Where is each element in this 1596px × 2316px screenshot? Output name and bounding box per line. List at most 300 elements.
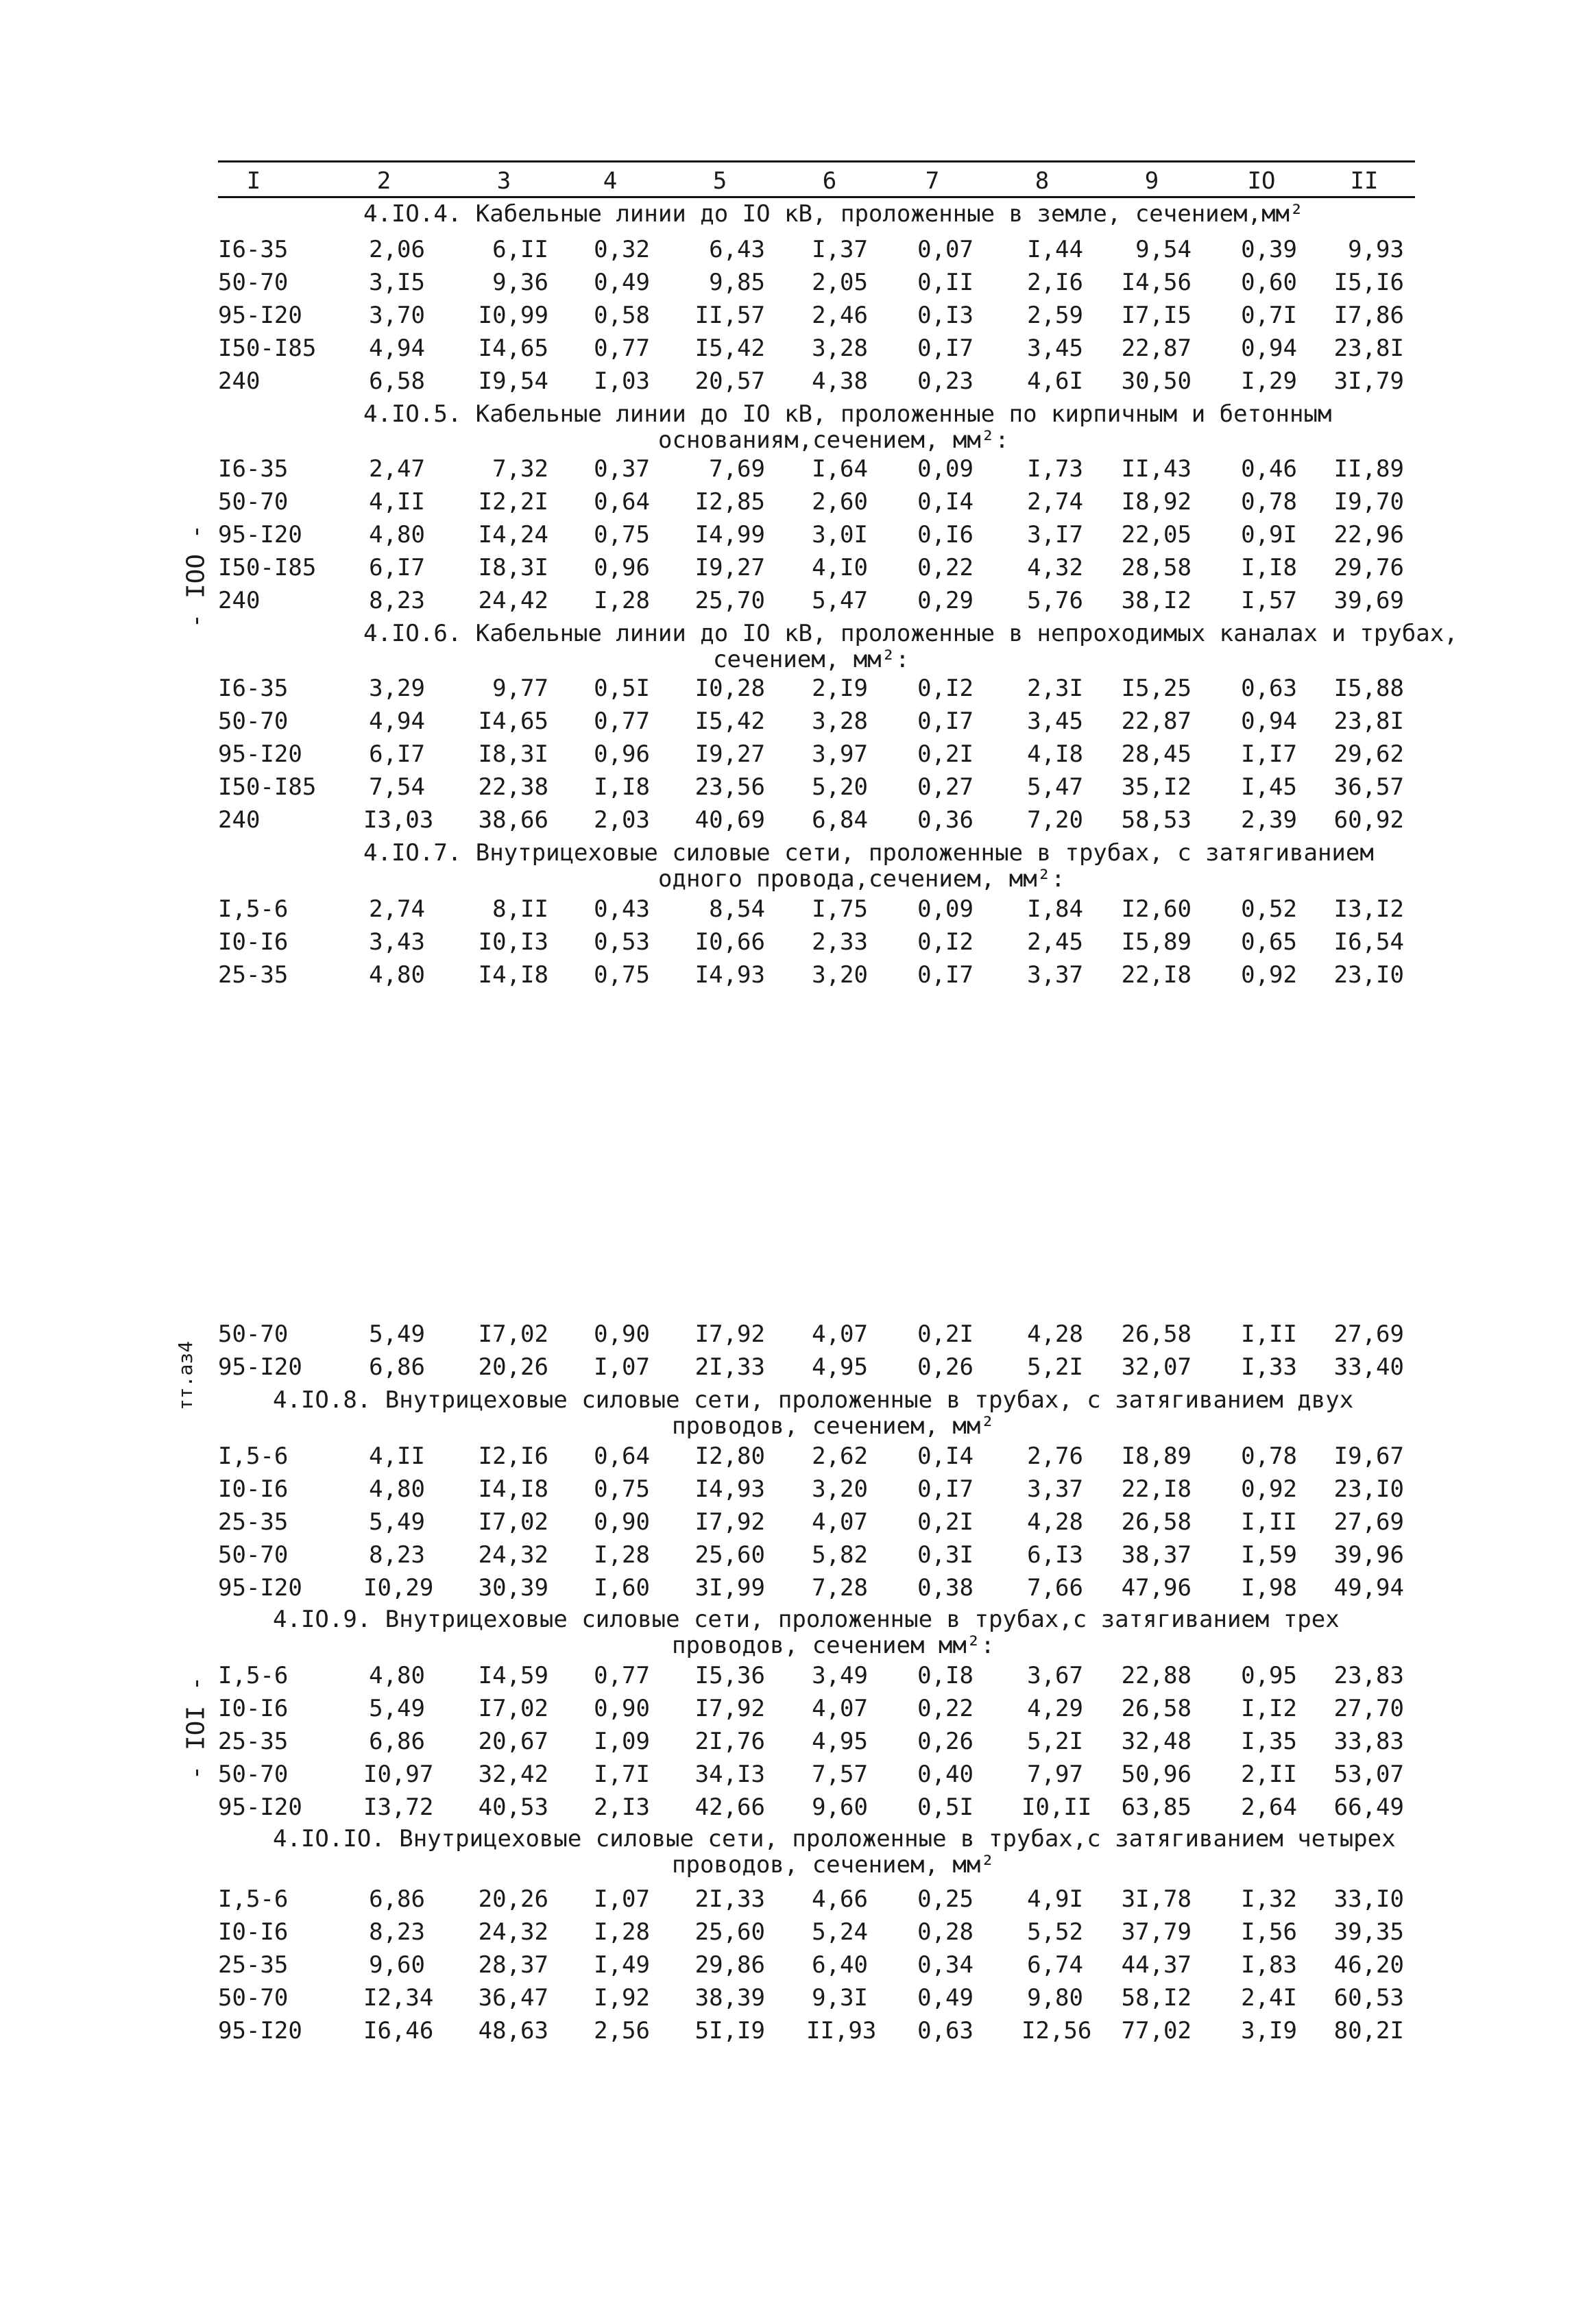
value-cell: I7,86 [1333,302,1404,329]
value-cell: I2,85 [694,488,765,516]
value-cell: 6,I7 [369,554,425,581]
value-cell: 0,65 [1241,928,1297,956]
col-header-7: 7 [925,167,940,195]
value-cell: I5,89 [1121,928,1192,956]
value-cell: 2,56 [594,2017,650,2044]
value-cell: 0,I4 [917,488,974,516]
value-cell: 0,75 [594,521,650,548]
value-cell: 2,06 [369,236,425,263]
value-cell: 6,43 [709,236,765,263]
value-cell: 24,42 [478,587,548,614]
value-cell: 20,57 [694,367,765,395]
value-cell: I,92 [594,1984,650,2012]
value-cell: 0,22 [917,1695,974,1722]
table-row [0,1761,1596,1792]
page-number-101: - IOI - [182,1676,210,1781]
value-cell: 3,45 [1027,335,1083,362]
section-title-line2: проводов, сечением, мм² [672,1851,995,1879]
section-title [363,620,1458,647]
table-row [0,928,1596,960]
cross-section-cell: 95-I20 [218,521,302,548]
value-cell: 22,88 [1121,1662,1192,1689]
value-cell: 0,92 [1241,1475,1297,1503]
value-cell: I7,02 [478,1508,548,1536]
col-header-8: 8 [1035,167,1050,195]
value-cell: 2,03 [594,806,650,834]
col-header-11: II [1350,167,1379,195]
table-row [0,1443,1596,1474]
value-cell: 4,80 [369,961,425,989]
value-cell: 5,76 [1027,587,1083,614]
value-cell: 0,2I [917,740,974,768]
value-cell: 0,64 [594,488,650,516]
value-cell: 4,I8 [1027,740,1083,768]
value-cell: 3,45 [1027,708,1083,735]
cross-section-cell: 95-I20 [218,2017,302,2044]
value-cell: 8,II [492,895,548,923]
value-cell: I7,I5 [1121,302,1192,329]
value-cell: 0,78 [1241,1443,1297,1470]
value-cell: 6,84 [812,806,868,834]
value-cell: 9,60 [812,1794,868,1821]
value-cell: 0,96 [594,554,650,581]
value-cell: I,03 [594,367,650,395]
cross-section-cell: 95-I20 [218,1794,302,1821]
section-title [363,839,1374,867]
value-cell: I,07 [594,1353,650,1381]
value-cell: 2I,33 [694,1353,765,1381]
value-cell: 0,07 [917,236,974,263]
value-cell: 39,96 [1333,1541,1404,1569]
table-row [0,895,1596,927]
value-cell: 25,60 [694,1541,765,1569]
value-cell: 38,37 [1121,1541,1192,1569]
value-cell: I7,02 [478,1320,548,1348]
value-cell: 2,II [1241,1761,1297,1788]
table-row [0,1918,1596,1950]
value-cell: 28,37 [478,1951,548,1979]
table-row [0,455,1596,487]
value-cell: 58,53 [1121,806,1192,834]
cross-section-cell: I50-I85 [218,773,317,801]
table-row [0,335,1596,366]
table-row [0,587,1596,618]
table-row [0,1475,1596,1507]
value-cell: 0,36 [917,806,974,834]
value-cell: 5,2I [1027,1728,1083,1755]
value-cell: I2,I6 [478,1443,548,1470]
col-header-10: IO [1247,167,1276,195]
value-cell: 0,43 [594,895,650,923]
column-header-row [0,167,1596,199]
cross-section-cell: 50-70 [218,708,289,735]
value-cell: 3,28 [812,335,868,362]
value-cell: 44,37 [1121,1951,1192,1979]
value-cell: 3,97 [812,740,868,768]
value-cell: 28,45 [1121,740,1192,768]
value-cell: 22,05 [1121,521,1192,548]
table-row [0,269,1596,300]
value-cell: 30,39 [478,1574,548,1602]
value-cell: 5,47 [812,587,868,614]
value-cell: 2,39 [1241,806,1297,834]
value-cell: 26,58 [1121,1695,1192,1722]
value-cell: I,75 [812,895,868,923]
section-title-line2: основаниям,сечением, мм²: [658,426,1009,454]
cross-section-cell: 50-70 [218,488,289,516]
cross-section-cell: I0-I6 [218,1475,289,1503]
cross-section-cell: 25-35 [218,1508,289,1536]
value-cell: 0,9I [1241,521,1297,548]
value-cell: 58,I2 [1121,1984,1192,2012]
value-cell: 35,I2 [1121,773,1192,801]
value-cell: 5,82 [812,1541,868,1569]
table-row [0,367,1596,399]
value-cell: 2I,76 [694,1728,765,1755]
value-cell: 37,79 [1121,1918,1192,1946]
value-cell: 0,29 [917,587,974,614]
value-cell: I6,54 [1333,928,1404,956]
value-cell: I2,60 [1121,895,1192,923]
value-cell: 0,49 [917,1984,974,2012]
value-cell: I8,3I [478,740,548,768]
value-cell: 32,48 [1121,1728,1192,1755]
value-cell: I,07 [594,1885,650,1913]
cross-section-cell: I,5-6 [218,1662,289,1689]
value-cell: I,29 [1241,367,1297,395]
value-cell: 23,83 [1333,1662,1404,1689]
value-cell: I,I2 [1241,1695,1297,1722]
value-cell: 33,40 [1333,1353,1404,1381]
value-cell: 0,90 [594,1695,650,1722]
value-cell: I,57 [1241,587,1297,614]
value-cell: 0,60 [1241,269,1297,296]
value-cell: 5,52 [1027,1918,1083,1946]
value-cell: I4,56 [1121,269,1192,296]
value-cell: 0,I7 [917,961,974,989]
value-cell: I0,II [1021,1794,1092,1821]
value-cell: 0,22 [917,554,974,581]
value-cell: I3,I2 [1333,895,1404,923]
value-cell: I5,36 [694,1662,765,1689]
section-title-line2: проводов, сечением, мм² [672,1412,995,1440]
value-cell: 23,8I [1333,335,1404,362]
value-cell: 3,29 [369,675,425,702]
table-row [0,740,1596,772]
value-cell: 0,2I [917,1320,974,1348]
value-cell: I4,65 [478,335,548,362]
value-cell: 4,28 [1027,1508,1083,1536]
archive-mark: тт.аз4 [174,1340,197,1411]
value-cell: 4,94 [369,335,425,362]
value-cell: 0,26 [917,1728,974,1755]
table-row [0,773,1596,805]
value-cell: 5,47 [1027,773,1083,801]
value-cell: II,43 [1121,455,1192,483]
cross-section-cell: I0-I6 [218,1695,289,1722]
table-row [0,1508,1596,1540]
value-cell: 7,28 [812,1574,868,1602]
cross-section-cell: I,5-6 [218,895,289,923]
value-cell: 4,9I [1027,1885,1083,1913]
value-cell: I4,93 [694,961,765,989]
value-cell: 36,57 [1333,773,1404,801]
value-cell: 27,69 [1333,1508,1404,1536]
value-cell: 0,64 [594,1443,650,1470]
value-cell: 0,90 [594,1508,650,1536]
table-row [0,1794,1596,1825]
value-cell: I9,27 [694,554,765,581]
value-cell: 22,I8 [1121,1475,1192,1503]
value-cell: 49,94 [1333,1574,1404,1602]
value-cell: I,I8 [594,773,650,801]
col-header-6: 6 [822,167,837,195]
value-cell: 0,23 [917,367,974,395]
value-cell: I0,I3 [478,928,548,956]
value-cell: 2,I6 [1027,269,1083,296]
cross-section-cell: I,5-6 [218,1885,289,1913]
cross-section-cell: 95-I20 [218,740,302,768]
table-row [0,488,1596,520]
value-cell: 6,74 [1027,1951,1083,1979]
value-cell: I5,I6 [1333,269,1404,296]
table-row [0,1353,1596,1385]
value-cell: I,98 [1241,1574,1297,1602]
section-title [273,1386,1353,1414]
value-cell: 32,07 [1121,1353,1192,1381]
value-cell: 3I,78 [1121,1885,1192,1913]
table-row [0,521,1596,553]
section-title-line1: 4.IO.7. Внутрицеховые силовые сети, проложенные в трубах, с затягиванием [363,839,1374,867]
value-cell: 6,40 [812,1951,868,1979]
value-cell: 2,74 [1027,488,1083,516]
value-cell: 4,95 [812,1353,868,1381]
value-cell: 7,20 [1027,806,1083,834]
value-cell: 0,I3 [917,302,974,329]
section-title-line2: проводов, сечением мм²: [672,1632,995,1659]
value-cell: 22,38 [478,773,548,801]
value-cell: 7,66 [1027,1574,1083,1602]
table-row [0,236,1596,267]
value-cell: 5,49 [369,1508,425,1536]
table-row [0,1951,1596,1983]
value-cell: I8,3I [478,554,548,581]
value-cell: I,28 [594,1541,650,1569]
value-cell: 2,47 [369,455,425,483]
value-cell: 48,63 [478,2017,548,2044]
value-cell: 0,53 [594,928,650,956]
value-cell: I0,29 [363,1574,434,1602]
value-cell: 3,I9 [1241,2017,1297,2044]
value-cell: I0,97 [363,1761,434,1788]
section-title-line1: 4.IO.9. Внутрицеховые силовые сети, проложенные в трубах,с затягиванием трех [273,1606,1340,1633]
value-cell: I7,92 [694,1695,765,1722]
value-cell: 22,I8 [1121,961,1192,989]
value-cell: 0,77 [594,1662,650,1689]
value-cell: 4,07 [812,1508,868,1536]
value-cell: 0,77 [594,335,650,362]
value-cell: 0,90 [594,1320,650,1348]
value-cell: 4,6I [1027,367,1083,395]
value-cell: 23,I0 [1333,961,1404,989]
value-cell: 4,II [369,1443,425,1470]
value-cell: 42,66 [694,1794,765,1821]
value-cell: 6,86 [369,1885,425,1913]
table-row [0,554,1596,586]
value-cell: 50,96 [1121,1761,1192,1788]
value-cell: 0,I2 [917,675,974,702]
value-cell: 0,92 [1241,961,1297,989]
value-cell: 0,5I [594,675,650,702]
value-cell: 29,62 [1333,740,1404,768]
value-cell: 0,I4 [917,1443,974,1470]
value-cell: I,49 [594,1951,650,1979]
value-cell: 47,96 [1121,1574,1192,1602]
cross-section-cell: 25-35 [218,1951,289,1979]
section-title [273,1606,1340,1633]
cross-section-cell: I50-I85 [218,554,317,581]
value-cell: 24,32 [478,1918,548,1946]
section-title-line2: одного провода,сечением, мм²: [658,865,1065,893]
value-cell: 28,58 [1121,554,1192,581]
value-cell: 3,37 [1027,961,1083,989]
value-cell: 0,7I [1241,302,1297,329]
value-cell: 6,58 [369,367,425,395]
value-cell: 0,39 [1241,236,1297,263]
value-cell: 2,64 [1241,1794,1297,1821]
section-title [273,1825,1396,1853]
value-cell: 0,09 [917,455,974,483]
page-number-100: - IOO - [182,524,210,629]
value-cell: 8,23 [369,1918,425,1946]
value-cell: 23,8I [1333,708,1404,735]
value-cell: 4,80 [369,1662,425,1689]
value-cell: 5,49 [369,1695,425,1722]
value-cell: 0,5I [917,1794,974,1821]
cross-section-cell: 50-70 [218,1984,289,2012]
value-cell: 26,58 [1121,1320,1192,1348]
value-cell: 4,II [369,488,425,516]
value-cell: I,I7 [1241,740,1297,768]
value-cell: 2,59 [1027,302,1083,329]
value-cell: I,28 [594,1918,650,1946]
value-cell: 0,28 [917,1918,974,1946]
value-cell: I7,92 [694,1320,765,1348]
value-cell: 40,69 [694,806,765,834]
value-cell: 4,80 [369,521,425,548]
value-cell: 2,33 [812,928,868,956]
table-row [0,1541,1596,1573]
value-cell: 38,I2 [1121,587,1192,614]
value-cell: 4,I0 [812,554,868,581]
value-cell: I5,88 [1333,675,1404,702]
value-cell: 0,49 [594,269,650,296]
value-cell: 0,34 [917,1951,974,1979]
value-cell: II,93 [806,2017,877,2044]
value-cell: I,09 [594,1728,650,1755]
value-cell: 34,I3 [694,1761,765,1788]
cross-section-cell: I,5-6 [218,1443,289,1470]
value-cell: 3,43 [369,928,425,956]
value-cell: 20,26 [478,1353,548,1381]
value-cell: 23,56 [694,773,765,801]
value-cell: 0,I6 [917,521,974,548]
value-cell: I4,I8 [478,1475,548,1503]
value-cell: 63,85 [1121,1794,1192,1821]
value-cell: 3,67 [1027,1662,1083,1689]
value-cell: 53,07 [1333,1761,1404,1788]
value-cell: I,7I [594,1761,650,1788]
value-cell: I2,56 [1021,2017,1092,2044]
value-cell: 20,67 [478,1728,548,1755]
value-cell: 0,09 [917,895,974,923]
value-cell: I2,2I [478,488,548,516]
value-cell: 24,32 [478,1541,548,1569]
table-row [0,1984,1596,2016]
table-row [0,1695,1596,1726]
value-cell: 0,78 [1241,488,1297,516]
value-cell: 7,32 [492,455,548,483]
value-cell: 2,3I [1027,675,1083,702]
value-cell: 4,94 [369,708,425,735]
value-cell: 4,32 [1027,554,1083,581]
value-cell: I,32 [1241,1885,1297,1913]
value-cell: 29,86 [694,1951,765,1979]
value-cell: II,89 [1333,455,1404,483]
value-cell: 0,58 [594,302,650,329]
value-cell: 0,52 [1241,895,1297,923]
section-title-line1: 4.IO.5. Кабельные линии до IO кВ, проложенные по кирпичным и бетонным [363,400,1332,428]
value-cell: 4,66 [812,1885,868,1913]
value-cell: I9,67 [1333,1443,1404,1470]
value-cell: 2I,33 [694,1885,765,1913]
table-row [0,1728,1596,1759]
value-cell: 3,20 [812,961,868,989]
value-cell: 2,76 [1027,1443,1083,1470]
value-cell: I4,65 [478,708,548,735]
value-cell: 0,63 [917,2017,974,2044]
cross-section-cell: I0-I6 [218,1918,289,1946]
col-header-2: 2 [376,167,391,195]
cross-section-cell: I6-35 [218,236,289,263]
value-cell: 0,I2 [917,928,974,956]
cross-section-cell: 25-35 [218,1728,289,1755]
value-cell: 0,77 [594,708,650,735]
cross-section-cell: 25-35 [218,961,289,989]
value-cell: 0,63 [1241,675,1297,702]
value-cell: I,II [1241,1320,1297,1348]
value-cell: 4,28 [1027,1320,1083,1348]
cross-section-cell: I6-35 [218,675,289,702]
value-cell: 4,29 [1027,1695,1083,1722]
value-cell: 0,3I [917,1541,974,1569]
value-cell: 39,69 [1333,587,1404,614]
value-cell: I,59 [1241,1541,1297,1569]
value-cell: I5,42 [694,708,765,735]
value-cell: 60,53 [1333,1984,1404,2012]
section-title-line1: 4.IO.6. Кабельные линии до IO кВ, проложенные в непроходимых каналах и трубах, [363,620,1458,647]
value-cell: 2,46 [812,302,868,329]
col-header-9: 9 [1144,167,1159,195]
value-cell: 0,75 [594,961,650,989]
value-cell: I5,25 [1121,675,1192,702]
value-cell: 8,54 [709,895,765,923]
value-cell: 3,70 [369,302,425,329]
value-cell: I8,89 [1121,1443,1192,1470]
cross-section-cell: I6-35 [218,455,289,483]
value-cell: 2,45 [1027,928,1083,956]
value-cell: 33,I0 [1333,1885,1404,1913]
